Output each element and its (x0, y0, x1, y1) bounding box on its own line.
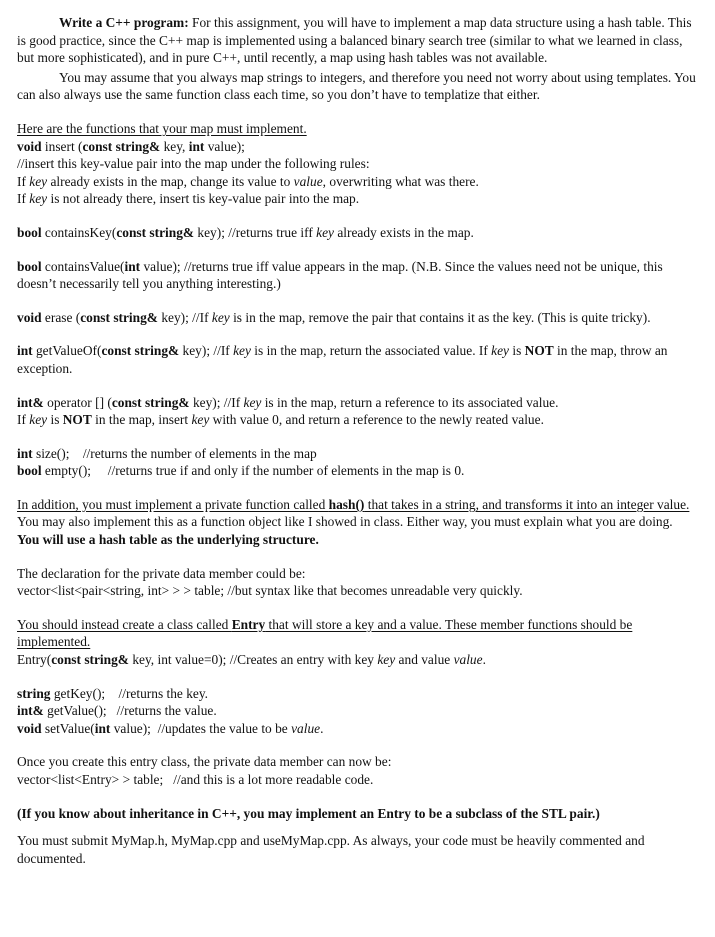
fn-name: containsKey( (41, 224, 117, 240)
fn-name: getValueOf( (32, 343, 102, 359)
italic-value: value (291, 720, 321, 736)
submission-instructions: You must submit MyMap.h, MyMap.cpp and useMyMap.cpp. As always, your code must be heavily commented and documented. (17, 833, 645, 866)
kw-bool: bool (17, 224, 42, 240)
entry-paragraph (17, 616, 701, 651)
text: key); //If (189, 394, 244, 410)
erase-signature (17, 309, 701, 327)
text: is in the map, return a reference to its associated value. (261, 394, 559, 410)
bold-text: You will use a hash table as the underlying structure. (17, 532, 319, 548)
entry-class-name: Entry (231, 616, 266, 632)
italic-key: key (233, 343, 251, 359)
intro-paragraph (17, 14, 701, 67)
kw-int: int (188, 138, 205, 154)
hash-underlined (17, 497, 689, 512)
operator-signature (17, 394, 701, 412)
text: key); //If (179, 343, 234, 359)
text: value); //returns true iff value appears in the map. (N.B. Since the values need not be unique, this doesn’t necessarily tell you anything interesting.) (17, 258, 663, 292)
text: . (320, 720, 324, 736)
kw-const-string: const string& (116, 224, 195, 240)
text: in the map, insert (91, 412, 192, 428)
after-entry-intro: Once you create this entry class, the private data member can now be: (17, 754, 392, 770)
italic-key: key (29, 191, 48, 207)
empty-signature (17, 462, 701, 480)
hash-fn-name: hash() (328, 496, 365, 512)
kw-int-ref: int& (17, 394, 44, 410)
text: You may also implement this as a function object like I showed in class. Either way, you must explain what you are doing. (17, 514, 673, 530)
text: , overwriting what was there. (322, 173, 479, 189)
kw-const-string: const string& (111, 394, 190, 410)
text: Entry( (17, 652, 52, 668)
italic-key: key (491, 343, 510, 359)
param: value); (204, 138, 245, 154)
operator-line-2 (17, 411, 701, 429)
entry-underlined (17, 617, 632, 650)
kw-const-string: const string& (51, 652, 129, 668)
entry-constructor (17, 651, 701, 669)
text: and value (395, 652, 454, 668)
fn-name: insert ( (41, 138, 83, 154)
kw-const-string: const string& (101, 343, 180, 359)
kw-bool: bool (17, 258, 42, 274)
kw-not: NOT (524, 343, 554, 359)
getkey-signature (17, 685, 701, 703)
kw-bool: bool (17, 463, 42, 479)
kw-not: NOT (62, 412, 92, 428)
size-signature (17, 445, 701, 463)
text: If (17, 173, 30, 189)
text: that will store a key and a value. These member functions should be implemented. (17, 616, 633, 650)
text: . (482, 652, 486, 668)
after-entry-code: vector<list<Entry> > table; //and this is a lot more readable code. (17, 772, 374, 787)
fn-name: containsValue( (41, 258, 125, 274)
intro-text: For this assignment, you will have to implement a map data structure using a hash table. This is good practice, since the C++ map is implemented using a balanced binary search tree (similar to what we learned in class, but more sophisticated), and in pure C++, until recently, a map using hash tables was not available. (17, 15, 692, 66)
setvalue-signature (17, 720, 701, 738)
italic-key: key (29, 412, 48, 428)
text: setValue( (41, 720, 95, 736)
italic-key: key (29, 173, 48, 189)
text: key); //If (157, 309, 212, 325)
text: If (17, 191, 30, 207)
text: value); //updates the value to be (110, 720, 292, 736)
getvalue-signature (17, 702, 701, 720)
text: already exists in the map. (334, 224, 474, 240)
italic-value: value (453, 652, 483, 668)
text: size(); //returns the number of elements in the map (32, 445, 317, 461)
insert-comment: //insert this key-value pair into the map under the following rules: (17, 156, 370, 172)
kw-int: int (17, 445, 33, 461)
text: with value 0, and return a reference to the newly reated value. (209, 412, 544, 428)
assumption-paragraph: You may assume that you always map strings to integers, and therefore you need not worry about using templates. You can also always use the same function class each time, so you don’t have to templatize that either. (17, 69, 696, 103)
containskey-signature (17, 224, 701, 242)
text: You should instead create a class called (17, 616, 232, 632)
text: empty(); //returns true if and only if the number of elements in the map is 0. (41, 463, 465, 479)
insert-signature (17, 138, 701, 156)
text: In addition, you must implement a private function called (17, 496, 329, 512)
kw-int: int (17, 343, 33, 359)
fn-name: erase ( (41, 309, 81, 325)
kw-string: string (17, 685, 51, 701)
italic-key: key (316, 224, 334, 240)
kw-void: void (17, 720, 42, 736)
text: is (509, 343, 525, 359)
hash-paragraph (17, 496, 701, 531)
kw-const-string: const string& (80, 309, 158, 325)
text: that takes in a string, and transforms it into an integer value. (364, 496, 690, 512)
containsvalue-signature (17, 258, 701, 293)
italic-key: key (243, 394, 262, 410)
bold-text: (If you know about inheritance in C++, you may implement an Entry to be a subclass of the STL pair.) (17, 805, 600, 821)
intro-lead: Write a C++ program: (59, 15, 189, 30)
fn-name: operator [] ( (43, 394, 112, 410)
text: getKey(); //returns the key. (50, 685, 209, 701)
kw-int: int (94, 720, 111, 736)
functions-heading-text: Here are the functions that your map must implement. (17, 120, 307, 136)
text: getValue(); //returns the value. (43, 703, 217, 719)
text: If (17, 412, 30, 428)
text: is not already there, insert tis key-value pair into the map. (47, 191, 360, 207)
functions-heading (17, 120, 701, 138)
text: is (47, 412, 63, 428)
inheritance-note (17, 805, 701, 823)
kw-int: int (124, 258, 141, 274)
text: is in the map, return the associated value. If (250, 343, 492, 359)
italic-key: key (191, 412, 210, 428)
hash-table-requirement (17, 531, 701, 549)
insert-rule-1 (17, 173, 701, 191)
italic-value: value (293, 173, 323, 189)
param: key, (160, 138, 189, 154)
declaration-intro: The declaration for the private data member could be: (17, 565, 306, 581)
kw-const-string: const string& (82, 138, 161, 154)
text: key, int value=0); //Creates an entry with key (128, 652, 378, 668)
kw-void: void (17, 138, 42, 154)
declaration-code: vector<list<pair<string, int> > > table; //but syntax like that becomes unreadable very quickly. (17, 583, 523, 599)
text: already exists in the map, change its value to (47, 173, 294, 189)
italic-key: key (211, 309, 230, 325)
insert-rule-2 (17, 190, 701, 208)
getvalueof-signature (17, 342, 701, 377)
italic-key: key (377, 652, 396, 668)
text: key); //returns true iff (194, 224, 317, 240)
kw-int-ref: int& (17, 703, 44, 719)
kw-void: void (17, 309, 42, 325)
text: is in the map, remove the pair that contains it as the key. (This is quite tricky). (229, 309, 651, 325)
text: in the map, throw an exception. (17, 343, 668, 376)
assignment-document (17, 14, 701, 867)
